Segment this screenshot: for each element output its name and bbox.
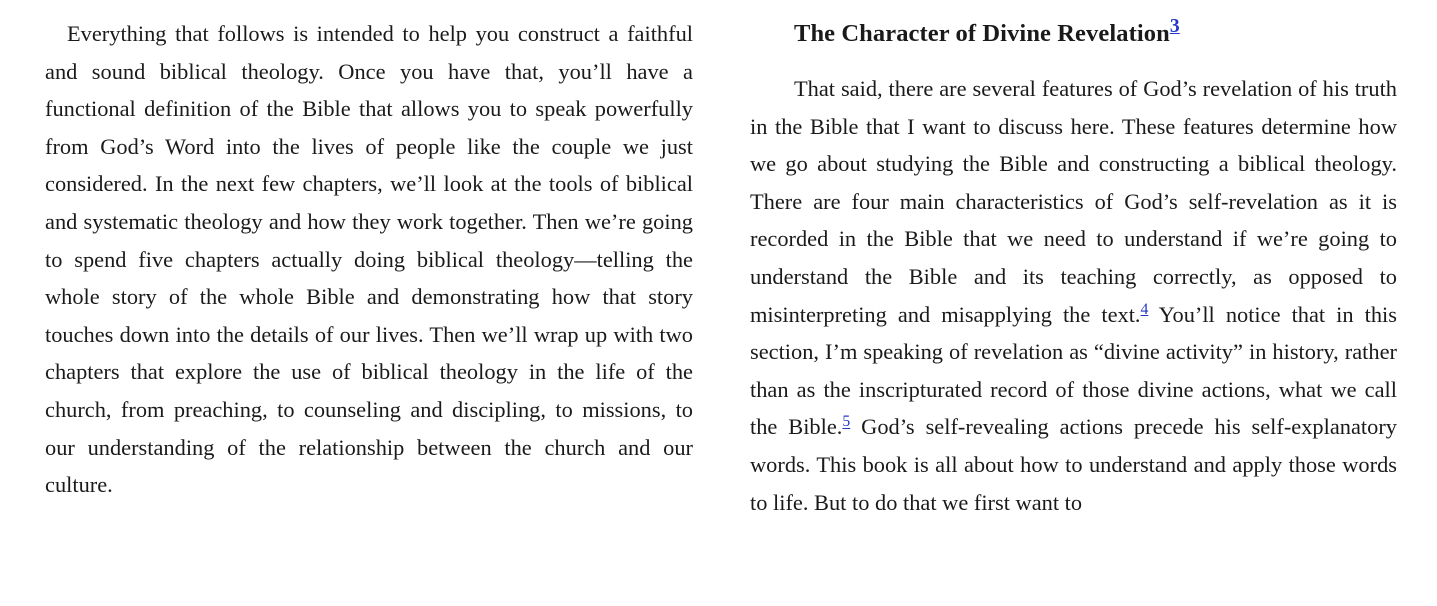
section-heading [794,14,1397,54]
section-heading-text: The Character of Divine Revelation [794,20,1170,47]
right-page [750,0,1397,606]
paragraph-text-part2: You’ll notice that in this section, I’m speaking of revelation as “divine activity” in history, rather than as the inscripturated record of those divine actions, what we call the Bible. [750,301,1397,440]
footnote-link-4[interactable]: 4 [1140,300,1149,318]
left-page [45,0,693,606]
paragraph-text-part1: That said, there are several features of God’s revelation of his truth in the Bible that I want to discuss here. These features determine how we go about studying the Bible and constructing a biblical theology. There are four main characteristics of God’s self-revelation as it is recorded in the Bible that we need to understand if we’re going to understand the Bible and its teaching correctly, as opposed to misinterpreting and misapplying the text. [750,76,1397,327]
footnote-link-5[interactable]: 5 [842,413,851,431]
right-page-paragraph [750,70,1397,521]
paragraph-text-part3: God’s self-revealing actions precede his self-explanatory words. This book is all about how to understand and apply those words to life. But to do that we first want to [750,414,1397,515]
footnote-link-3[interactable]: 3 [1169,16,1180,38]
left-page-paragraph: Everything that follows is intended to help you construct a faithful and sound biblical theology. Once you have that, you’ll have a functional definition of the Bible that allows you to speak powerfully from God’s Word into the lives of people like the couple we just considered. In the next few chapters, we’ll look at the tools of biblical and systematic theology and how they work together. Then we’re going to spend five chapters actually doing biblical theology—telling the whole story of the whole Bible and demonstrating how that story touches down into the details of our lives. Then we’ll wrap up with two chapters that explore the use of biblical theology in the life of the church, from preaching, to counseling and discipling, to missions, to our understanding of the relationship between the church and our culture. [45,21,693,498]
